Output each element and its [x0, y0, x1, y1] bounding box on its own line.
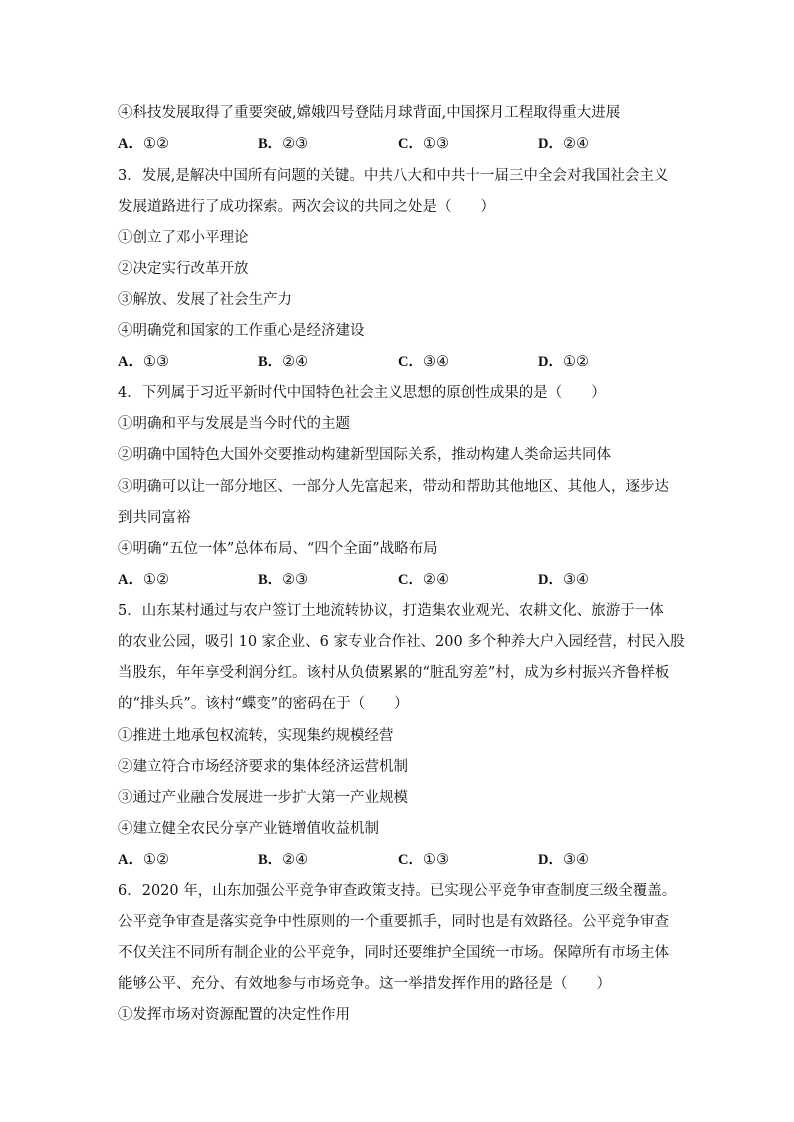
q4-stem-line-1: 4．下列属于习近平新时代中国特色社会主义思想的原创性成果的是（ ） [118, 385, 606, 401]
q3-stem-line-1: 3．发展,是解决中国所有问题的关键。中共八大和中共十一届三中全会对我国社会主义 [118, 168, 669, 184]
q6-item-1: ①发挥市场对资源配置的决定性作用 [118, 1007, 350, 1023]
q6-stem-line-1: 6．2020 年，山东加强公平竞争审查政策支持。已实现公平竞争审查制度三级全覆盖。 [118, 883, 677, 899]
q3-options [118, 352, 678, 372]
q3-option-b: B．②④ [258, 354, 309, 370]
q6-stem-line-2: 公平竞争审查是落实竞争中性原则的一个重要抓手，同时也是有效路径。公平竞争审查 [118, 914, 669, 930]
q5-stem-line-3: 当股东，年年享受利润分红。该村从负债累累的“脏乱穷差”村，成为乡村振兴齐鲁样板 [118, 665, 670, 681]
q5-item-3: ③通过产业融合发展进一步扩大第一产业规模 [118, 790, 408, 806]
q3-item-4: ④明确党和国家的工作重心是经济建设 [118, 323, 365, 339]
q2-options [118, 134, 678, 154]
q4-item-3-line-2: 到共同富裕 [118, 510, 191, 526]
q5-stem-line-1: 5．山东某村通过与农户签订土地流转协议，打造集农业观光、农耕文化、旅游于一体 [118, 603, 664, 619]
q3-item-3: ③解放、发展了社会生产力 [118, 292, 292, 308]
q3-item-2: ②决定实行改革开放 [118, 261, 249, 277]
q6-stem-line-3: 不仅关注不同所有制企业的公平竞争，同时还要维护全国统一市场。保障所有市场主体 [118, 945, 669, 961]
q4-item-3-line-1: ③明确可以让一部分地区、一部分人先富起来，带动和帮助其他地区、其他人，逐步达 [118, 479, 669, 495]
q5-stem-line-4: 的“排头兵”。该村“蝶变”的密码在于（ ） [118, 696, 409, 712]
q3-option-c: C．③④ [398, 354, 449, 370]
q5-item-1: ①推进土地承包权流转，实现集约规模经营 [118, 728, 394, 744]
q5-option-c: C．①③ [398, 852, 449, 868]
q5-option-a: A．①② [118, 852, 169, 868]
q4-option-d: D．③④ [538, 572, 589, 588]
q4-option-c: C．②④ [398, 572, 449, 588]
q4-item-4: ④明确“五位一体”总体布局、“四个全面”战略布局 [118, 541, 438, 557]
q5-item-4: ④建立健全农民分享产业链增值收益机制 [118, 821, 379, 837]
q5-stem-line-2: 的农业公园，吸引 10 家企业、6 家专业合作社、200 多个种养大户入园经营，村民入股 [118, 634, 685, 650]
q2-option-c: C．①③ [398, 136, 449, 152]
q4-option-a: A．①② [118, 572, 169, 588]
q3-stem-line-2: 发展道路进行了成功探索。两次会议的共同之处是（ ） [118, 199, 495, 215]
q3-option-a: A．①③ [118, 354, 169, 370]
q5-option-d: D．③④ [538, 852, 589, 868]
q3-option-d: D．①② [538, 354, 589, 370]
q3-item-1: ①创立了邓小平理论 [118, 230, 249, 246]
q4-item-1: ①明确和平与发展是当今时代的主题 [118, 416, 350, 432]
q6-stem-line-4: 能够公平、充分、有效地参与市场竞争。这一举措发挥作用的路径是（ ） [118, 976, 611, 992]
q2-item-4: ④科技发展取得了重要突破,嫦娥四号登陆月球背面,中国探月工程取得重大进展 [118, 105, 621, 121]
q4-option-b: B．②③ [258, 572, 309, 588]
q5-item-2: ②建立符合市场经济要求的集体经济运营机制 [118, 759, 408, 775]
q4-options [118, 570, 678, 590]
q2-option-b: B．②③ [258, 136, 309, 152]
q5-options [118, 850, 678, 870]
q2-option-a: A．①② [118, 136, 169, 152]
q2-option-d: D．②④ [538, 136, 589, 152]
q4-item-2: ②明确中国特色大国外交要推动构建新型国际关系，推动构建人类命运共同体 [118, 447, 611, 463]
q5-option-b: B．②④ [258, 852, 309, 868]
